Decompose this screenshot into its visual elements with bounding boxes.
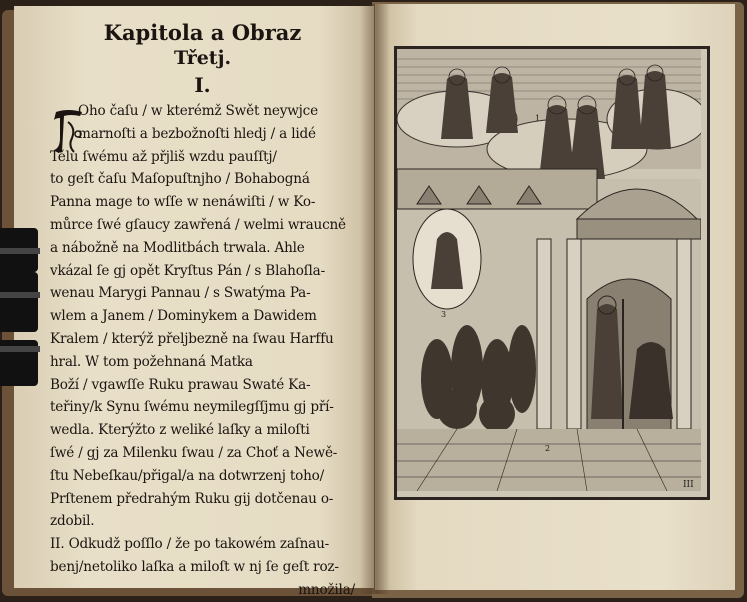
text-line: Tělu ſwému až přjliš wzdu pauſſtj/ (50, 148, 277, 165)
text-line: množila/ (298, 581, 355, 598)
text-line: marnoſti a bezbožnoſti hledj / a lidé (78, 125, 316, 142)
text-line: ſtu Nebeſkau/přigal/a na dotwrzenj toho/ (50, 467, 324, 484)
text-line: Boží / vgawſſe Ruku prawau Swaté Ka- (50, 376, 311, 393)
text-line: teřiny/k Synu ſwému neymilegſſjmu gj pří- (50, 399, 334, 416)
engraving-mark: 3 (441, 310, 447, 319)
book-gutter (360, 4, 390, 594)
text-line: benj/netoliko laſka a miloſt w nj ſe geſt roz- (50, 558, 339, 575)
binder-clip-band (0, 346, 40, 352)
chapter-subtitle: Třetj. (173, 47, 232, 69)
text-line: Panna mage to wſſe w nenáwiſti / w Ko- (50, 194, 316, 211)
binder-clip-icon (0, 272, 38, 332)
section-number: I. (194, 73, 211, 97)
text-line: můrce ſwé gſaucy zawřená / welmi wraucně (50, 216, 346, 233)
text-line: vkázal ſe gj opět Kryſtus Pán / s Blahoſla- (50, 262, 325, 279)
text-line: ſwé / gj za Milenku ſwau / za Choť a Newě- (50, 444, 338, 461)
text-line: a nábožně na Modlitbách trwala. Ahle (50, 239, 305, 256)
page-number: III (683, 480, 694, 490)
engraving-mark: 1 (535, 114, 541, 123)
text-line: Kralem / kterýž přeljbezně na ſwau Harffu (50, 330, 334, 347)
text-line: hral. W tom požehnaná Matka (50, 353, 253, 370)
engraving-illustration (394, 46, 710, 500)
text-line: zdobil. (50, 513, 95, 530)
text-line: wedla. Kterýžto z weliké laſky a miloſti (50, 422, 310, 439)
text-line: to geſt čaſu Maſopuſtnjho / Bohabogná (50, 171, 310, 188)
text-line: II. Odkudž poſſlo / že po takowém zaſnau- (50, 536, 330, 553)
binder-clip-band (0, 292, 40, 298)
text-line: Prſtenem předrahým Ruku gij dotčenau o- (50, 490, 334, 507)
left-page-text (50, 20, 355, 602)
engraving-mark: 2 (545, 444, 551, 453)
engraving-icon (397, 49, 701, 491)
text-line: wlem a Janem / Dominykem a Dawidem (50, 308, 317, 325)
binder-clip-band (0, 248, 40, 254)
chapter-title: Kapitola a Obraz (103, 20, 302, 45)
text-line: Oho čaſu / w kterémž Swět neywjce (78, 103, 318, 119)
text-line: wenau Marygi Pannau / s Swatýma Pa- (50, 285, 311, 302)
